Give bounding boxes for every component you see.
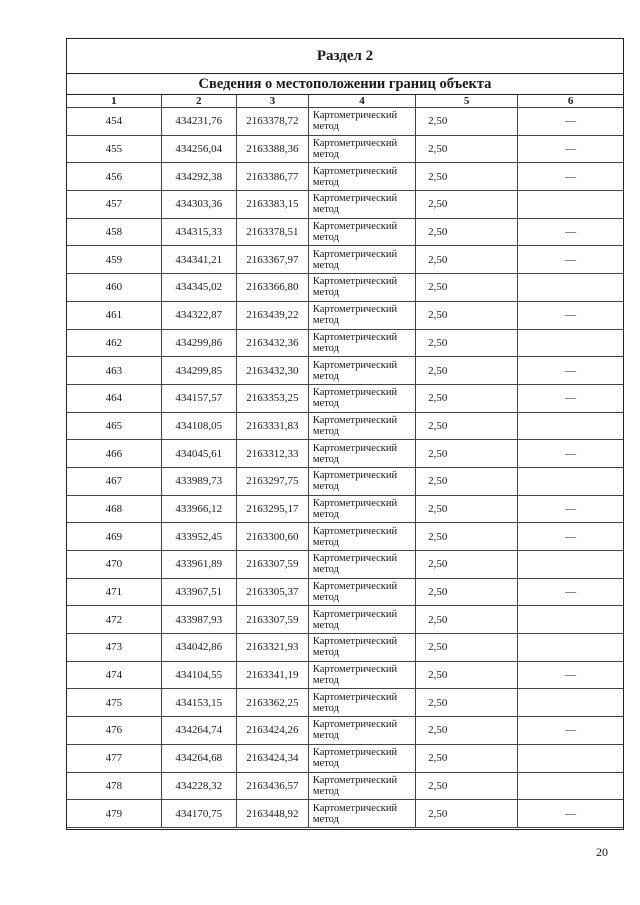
cell-y: 2163378,51: [236, 218, 308, 246]
cell-d: 2,50: [416, 135, 518, 163]
table-row: [67, 357, 623, 385]
cell-method: Картометрический метод: [308, 800, 415, 828]
cell-n: 466: [67, 440, 161, 468]
table-row: [67, 218, 623, 246]
cell-x: 433967,51: [161, 578, 236, 606]
table-row: [67, 578, 623, 606]
cell-x: 434256,04: [161, 135, 236, 163]
cell-e: —: [518, 440, 623, 468]
cell-x: 434264,68: [161, 744, 236, 772]
cell-n: 456: [67, 163, 161, 191]
cell-method: Картометрический метод: [308, 246, 415, 274]
column-header: 4: [308, 95, 415, 108]
table-row: [67, 606, 623, 634]
cell-n: 465: [67, 412, 161, 440]
document-frame: [66, 38, 624, 830]
cell-x: 433961,89: [161, 551, 236, 579]
cell-e: —: [518, 163, 623, 191]
cell-y: 2163424,26: [236, 717, 308, 745]
cell-y: 2163353,25: [236, 384, 308, 412]
cell-n: 473: [67, 634, 161, 662]
cell-d: 2,50: [416, 301, 518, 329]
cell-y: 2163367,97: [236, 246, 308, 274]
cell-e: [518, 634, 623, 662]
cell-x: 434108,05: [161, 412, 236, 440]
cell-d: 2,50: [416, 689, 518, 717]
cell-method: Картометрический метод: [308, 578, 415, 606]
table-row: [67, 301, 623, 329]
cell-y: 2163448,92: [236, 800, 308, 828]
section-title: Раздел 2: [67, 39, 623, 74]
table-row: [67, 412, 623, 440]
cell-n: 469: [67, 523, 161, 551]
cell-method: Картометрический метод: [308, 495, 415, 523]
cell-y: 2163439,22: [236, 301, 308, 329]
cell-n: 458: [67, 218, 161, 246]
cell-n: 455: [67, 135, 161, 163]
cell-x: 434264,74: [161, 717, 236, 745]
cell-e: —: [518, 717, 623, 745]
cell-n: 476: [67, 717, 161, 745]
cell-d: 2,50: [416, 495, 518, 523]
cell-d: 2,50: [416, 772, 518, 800]
column-header: 1: [67, 95, 161, 108]
cell-method: Картометрический метод: [308, 412, 415, 440]
cell-x: 434104,55: [161, 661, 236, 689]
cell-d: 2,50: [416, 246, 518, 274]
cell-d: 2,50: [416, 467, 518, 495]
cell-method: Картометрический метод: [308, 689, 415, 717]
cell-e: [518, 772, 623, 800]
cell-n: 479: [67, 800, 161, 828]
cell-e: [518, 689, 623, 717]
cell-method: Картометрический метод: [308, 218, 415, 246]
cell-n: 462: [67, 329, 161, 357]
cell-d: 2,50: [416, 384, 518, 412]
cell-method: Картометрический метод: [308, 357, 415, 385]
cell-e: —: [518, 246, 623, 274]
cell-x: 434231,76: [161, 108, 236, 136]
table-row: [67, 551, 623, 579]
cell-method: Картометрический метод: [308, 301, 415, 329]
cell-x: 434228,32: [161, 772, 236, 800]
cell-y: 2163366,80: [236, 274, 308, 302]
table-row: [67, 108, 623, 136]
cell-x: 434042,86: [161, 634, 236, 662]
cell-d: 2,50: [416, 523, 518, 551]
page-number: 20: [596, 845, 608, 859]
table-row: [67, 163, 623, 191]
cell-e: [518, 191, 623, 219]
cell-method: Картометрический метод: [308, 191, 415, 219]
cell-n: 472: [67, 606, 161, 634]
cell-e: [518, 551, 623, 579]
cell-d: 2,50: [416, 661, 518, 689]
cell-method: Картометрический метод: [308, 717, 415, 745]
cell-y: 2163300,60: [236, 523, 308, 551]
cell-e: [518, 744, 623, 772]
cell-n: 467: [67, 467, 161, 495]
cell-method: Картометрический метод: [308, 163, 415, 191]
cell-n: 454: [67, 108, 161, 136]
table-row: [67, 495, 623, 523]
cell-x: 434157,57: [161, 384, 236, 412]
table-row: [67, 246, 623, 274]
cell-y: 2163388,36: [236, 135, 308, 163]
table-row: [67, 467, 623, 495]
table-row: [67, 689, 623, 717]
cell-method: Картометрический метод: [308, 329, 415, 357]
cell-method: Картометрический метод: [308, 384, 415, 412]
cell-x: 434315,33: [161, 218, 236, 246]
cell-y: 2163321,93: [236, 634, 308, 662]
cell-e: [518, 606, 623, 634]
cell-d: 2,50: [416, 191, 518, 219]
table-row: [67, 384, 623, 412]
cell-method: Картометрический метод: [308, 467, 415, 495]
cell-d: 2,50: [416, 163, 518, 191]
cell-x: 434299,85: [161, 357, 236, 385]
cell-n: 474: [67, 661, 161, 689]
cell-d: 2,50: [416, 274, 518, 302]
cell-d: 2,50: [416, 744, 518, 772]
cell-y: 2163305,37: [236, 578, 308, 606]
cell-y: 2163307,59: [236, 551, 308, 579]
cell-method: Картометрический метод: [308, 523, 415, 551]
cell-y: 2163386,77: [236, 163, 308, 191]
cell-e: —: [518, 800, 623, 828]
cell-d: 2,50: [416, 800, 518, 828]
cell-d: 2,50: [416, 634, 518, 662]
table-row: [67, 329, 623, 357]
cell-x: 434345,02: [161, 274, 236, 302]
cell-x: 434341,21: [161, 246, 236, 274]
cell-method: Картометрический метод: [308, 440, 415, 468]
cell-e: —: [518, 495, 623, 523]
cell-x: 434299,86: [161, 329, 236, 357]
table-title: Сведения о местоположении границ объекта: [67, 74, 623, 95]
table-row: [67, 661, 623, 689]
cell-x: 434045,61: [161, 440, 236, 468]
cell-n: 463: [67, 357, 161, 385]
table-row: [67, 135, 623, 163]
cell-n: 457: [67, 191, 161, 219]
cell-x: 434322,87: [161, 301, 236, 329]
cell-e: —: [518, 357, 623, 385]
cell-y: 2163295,17: [236, 495, 308, 523]
table-row: [67, 634, 623, 662]
cell-e: —: [518, 218, 623, 246]
column-header: 6: [518, 95, 623, 108]
table-row: [67, 440, 623, 468]
cell-x: 433987,93: [161, 606, 236, 634]
cell-d: 2,50: [416, 717, 518, 745]
cell-y: 2163432,36: [236, 329, 308, 357]
cell-e: [518, 467, 623, 495]
table-row: [67, 800, 623, 828]
cell-d: 2,50: [416, 357, 518, 385]
cell-y: 2163362,25: [236, 689, 308, 717]
cell-method: Картометрический метод: [308, 274, 415, 302]
table-row: [67, 717, 623, 745]
cell-e: —: [518, 384, 623, 412]
cell-n: 470: [67, 551, 161, 579]
cell-method: Картометрический метод: [308, 108, 415, 136]
cell-n: 478: [67, 772, 161, 800]
cell-n: 475: [67, 689, 161, 717]
cell-method: Картометрический метод: [308, 606, 415, 634]
cell-n: 468: [67, 495, 161, 523]
table-row: [67, 274, 623, 302]
cell-n: 477: [67, 744, 161, 772]
cell-d: 2,50: [416, 329, 518, 357]
column-header: 5: [416, 95, 518, 108]
cell-n: 471: [67, 578, 161, 606]
cell-method: Картометрический метод: [308, 135, 415, 163]
boundary-table: [67, 95, 623, 828]
cell-e: [518, 412, 623, 440]
cell-x: 434303,36: [161, 191, 236, 219]
cell-d: 2,50: [416, 551, 518, 579]
cell-method: Картометрический метод: [308, 634, 415, 662]
cell-y: 2163436,57: [236, 772, 308, 800]
cell-e: —: [518, 578, 623, 606]
cell-x: 433952,45: [161, 523, 236, 551]
cell-y: 2163378,72: [236, 108, 308, 136]
cell-x: 434153,15: [161, 689, 236, 717]
cell-y: 2163383,15: [236, 191, 308, 219]
table-row: [67, 744, 623, 772]
cell-n: 460: [67, 274, 161, 302]
cell-y: 2163424,34: [236, 744, 308, 772]
cell-d: 2,50: [416, 578, 518, 606]
cell-d: 2,50: [416, 606, 518, 634]
cell-y: 2163341,19: [236, 661, 308, 689]
cell-n: 461: [67, 301, 161, 329]
cell-x: 433989,73: [161, 467, 236, 495]
cell-d: 2,50: [416, 108, 518, 136]
cell-method: Картометрический метод: [308, 551, 415, 579]
column-header: 3: [236, 95, 308, 108]
cell-y: 2163312,33: [236, 440, 308, 468]
cell-method: Картометрический метод: [308, 744, 415, 772]
cell-y: 2163432,30: [236, 357, 308, 385]
cell-e: [518, 274, 623, 302]
cell-e: —: [518, 523, 623, 551]
cell-e: —: [518, 135, 623, 163]
column-header: 2: [161, 95, 236, 108]
cell-e: —: [518, 661, 623, 689]
table-row: [67, 772, 623, 800]
cell-y: 2163307,59: [236, 606, 308, 634]
cell-d: 2,50: [416, 412, 518, 440]
cell-y: 2163297,75: [236, 467, 308, 495]
cell-x: 434170,75: [161, 800, 236, 828]
cell-e: —: [518, 301, 623, 329]
cell-y: 2163331,83: [236, 412, 308, 440]
cell-e: —: [518, 108, 623, 136]
cell-d: 2,50: [416, 218, 518, 246]
cell-x: 434292,38: [161, 163, 236, 191]
cell-method: Картометрический метод: [308, 661, 415, 689]
cell-n: 464: [67, 384, 161, 412]
cell-method: Картометрический метод: [308, 772, 415, 800]
cell-d: 2,50: [416, 440, 518, 468]
cell-e: [518, 329, 623, 357]
cell-x: 433966,12: [161, 495, 236, 523]
cell-n: 459: [67, 246, 161, 274]
table-row: [67, 191, 623, 219]
table-row: [67, 523, 623, 551]
column-header-row: [67, 95, 623, 108]
